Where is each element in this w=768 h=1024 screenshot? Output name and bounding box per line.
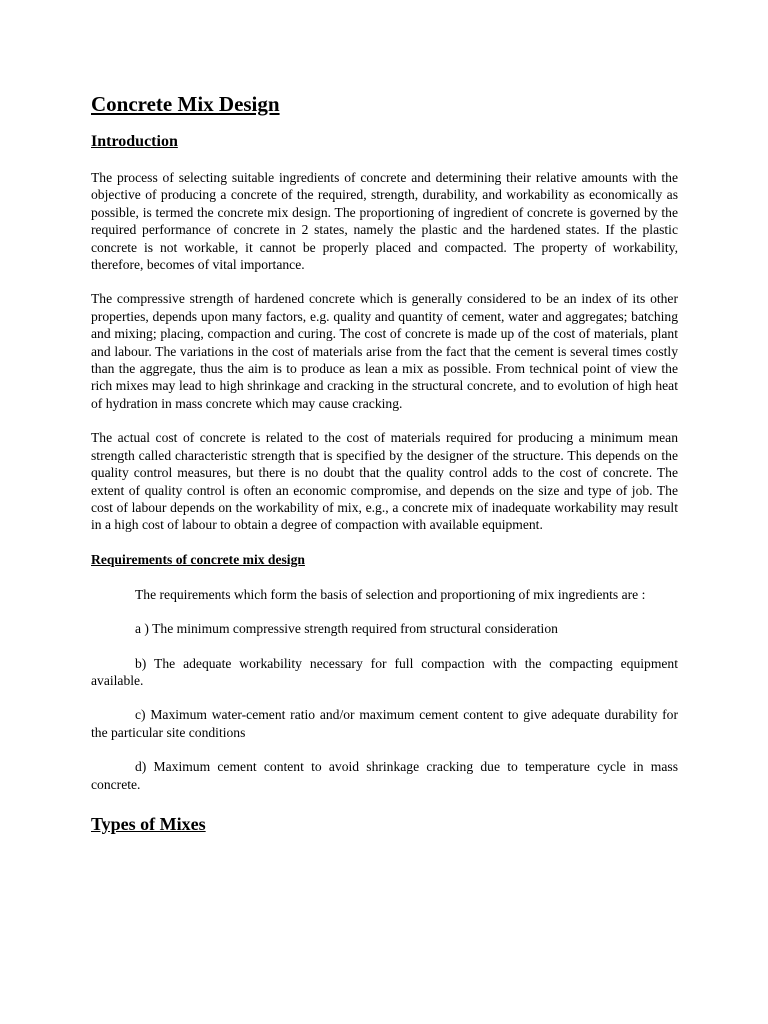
requirements-heading: Requirements of concrete mix design [91, 551, 305, 567]
requirement-item-d: d) Maximum cement content to avoid shrinkage cracking due to temperature cycle in mass concrete. [91, 759, 678, 792]
requirement-item-b: b) The adequate workability necessary for full compaction with the compacting equipment available. [91, 655, 678, 688]
introduction-paragraph-3: The actual cost of concrete is related to the cost of materials required for producing a minimum mean strength called characteristic strength that is specified by the designer of the structure. This depends on the quality control measures, but there is no doubt that the quality control adds to the cost of concrete. The extent of quality control is often an economic compromise, and depends on the size and type of job. The cost of labour depends on the workability of mix, e.g., a concrete mix of inadequate workability may result in a high cost of labour to obtain a degree of compaction with available equipment. [91, 430, 678, 533]
document-title: Concrete Mix Design [91, 92, 280, 116]
requirement-item-c: c) Maximum water-cement ratio and/or maximum cement content to give adequate durability for the particular site conditions [91, 707, 678, 740]
requirements-intro: The requirements which form the basis of selection and proportioning of mix ingredients are : [135, 586, 646, 602]
requirement-item-a: a ) The minimum compressive strength required from structural consideration [135, 621, 558, 637]
document-page [91, 88, 678, 836]
types-of-mixes-heading: Types of Mixes [91, 813, 206, 834]
introduction-heading: Introduction [91, 133, 178, 150]
introduction-paragraph-2: The compressive strength of hardened concrete which is generally considered to be an index of its other properties, depends upon many factors, e.g. quality and quantity of cement, water and aggregates; batching and mixing; placing, compaction and curing. The cost of concrete is made up of the cost of materials, plant and labour. The variations in the cost of materials arise from the fact that the cement is several times costly than the aggregate, thus the aim is to produce as lean a mix as possible. From technical point of view the rich mixes may lead to high shrinkage and cracking in the structural concrete, and to evolution of high heat of hydration in mass concrete which may cause cracking. [91, 291, 678, 411]
introduction-paragraph-1: The process of selecting suitable ingredients of concrete and determining their relative amounts with the objective of producing a concrete of the required, strength, durability, and workability as economically as possible, is termed the concrete mix design. The proportioning of ingredient of concrete is governed by the required performance of concrete in 2 states, namely the plastic and the hardened states. If the plastic concrete is not workable, it cannot be properly placed and compacted. The property of workability, therefore, becomes of vital importance. [91, 170, 678, 273]
